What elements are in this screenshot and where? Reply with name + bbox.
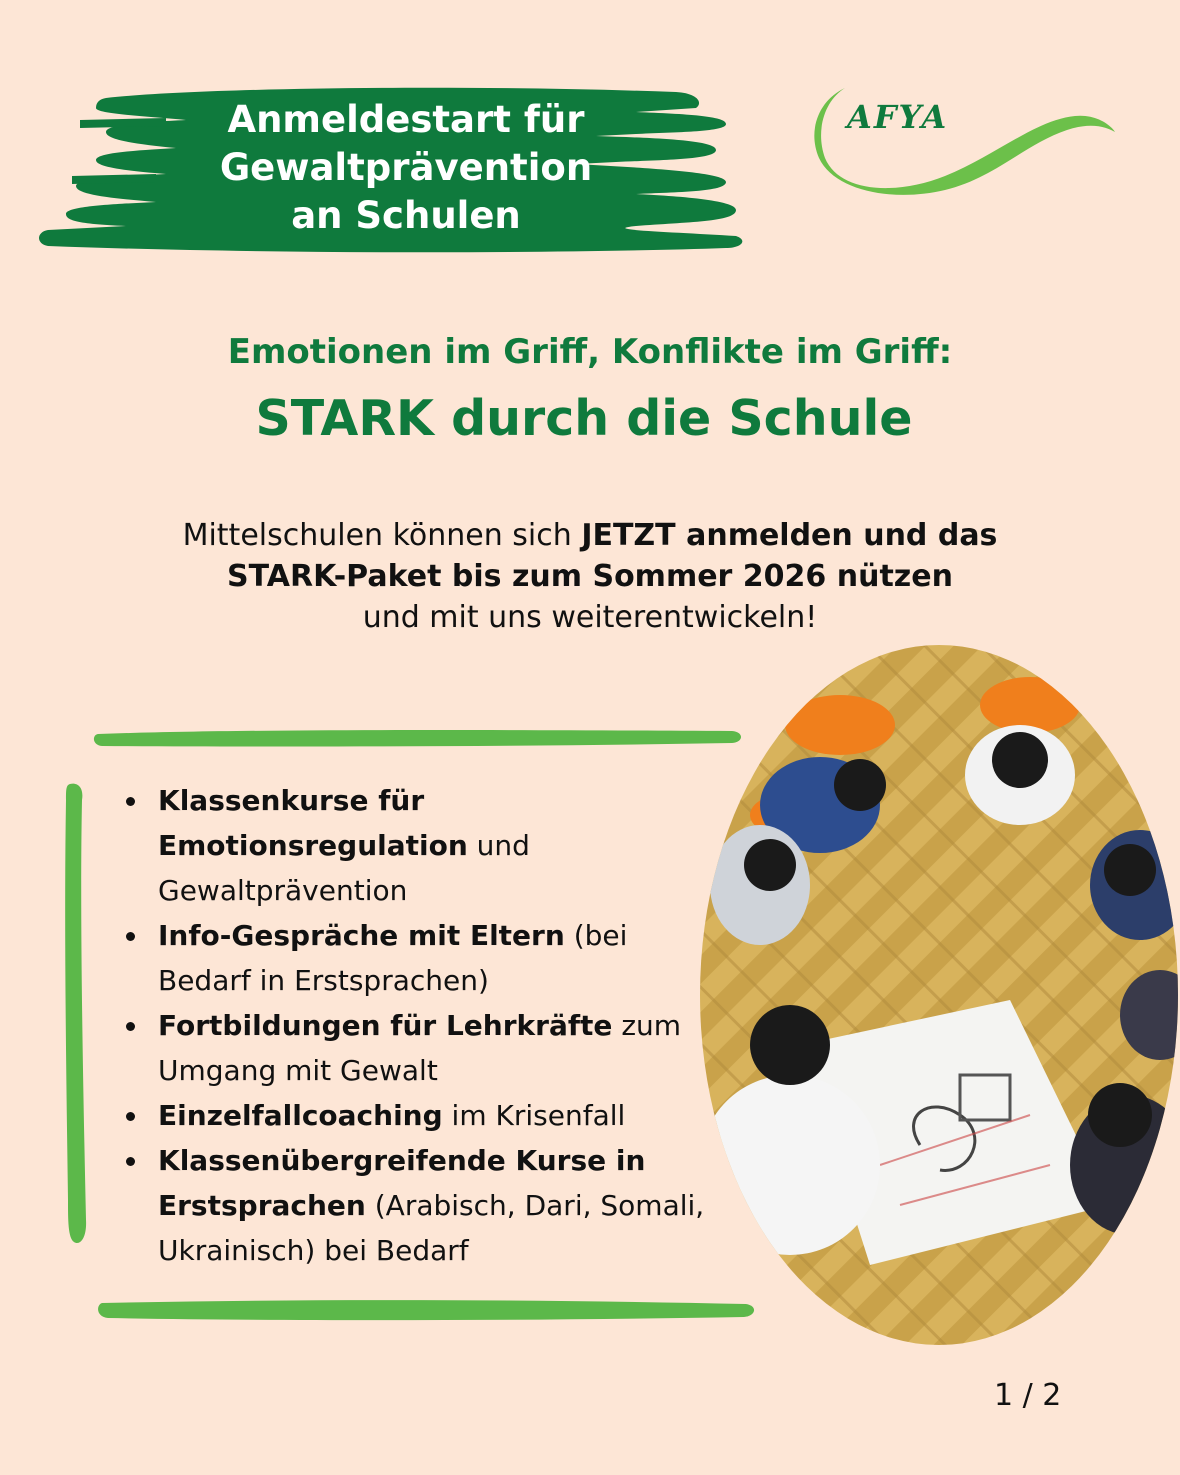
intro-bold-2: STARK-Paket bis zum Sommer 2026 nützen bbox=[227, 559, 953, 594]
intro-text bbox=[40, 515, 1140, 638]
list-item-bold: Info-Gespräche mit Eltern bbox=[158, 919, 565, 952]
logo-text: AFYA bbox=[847, 98, 949, 136]
banner-title bbox=[156, 96, 656, 240]
list-item-text: im Krisenfall bbox=[442, 1099, 626, 1132]
intro-part-2: und mit uns weiterentwickeln! bbox=[362, 600, 818, 635]
list-item bbox=[120, 1138, 710, 1273]
list-item-text: zum Umgang mit Gewalt bbox=[158, 1009, 682, 1087]
banner-line-3: an Schulen bbox=[291, 194, 521, 237]
list-item bbox=[120, 778, 710, 913]
list-item-text: (Arabisch, Dari, Somali, Ukrainisch) bei Bedarf bbox=[158, 1189, 705, 1267]
banner-line-1: Anmeldestart für bbox=[227, 98, 585, 141]
list-item-text: und Gewaltprävention bbox=[158, 829, 530, 907]
page-number: 1 / 2 bbox=[994, 1378, 1062, 1413]
side-vertical-stroke bbox=[60, 780, 92, 1250]
intro-part-1: Mittelschulen können sich bbox=[182, 518, 582, 553]
intro-bold-1: JETZT anmelden und das bbox=[581, 518, 998, 553]
list-item-bold: Klassenkurse für Emotionsregulation bbox=[158, 784, 468, 862]
bottom-divider-stroke bbox=[96, 1296, 758, 1324]
workshop-photo bbox=[700, 645, 1178, 1345]
list-item-bold: Einzelfallcoaching bbox=[158, 1099, 443, 1132]
list-item bbox=[120, 1003, 710, 1093]
list-item-text: (bei Bedarf in Erstsprachen) bbox=[158, 919, 628, 997]
feature-list bbox=[120, 778, 710, 1273]
headline: STARK durch die Schule bbox=[255, 390, 913, 447]
list-item-bold: Klassenübergreifende Kurse in Erstsprachen bbox=[158, 1144, 646, 1222]
title-banner bbox=[36, 80, 756, 255]
list-item bbox=[120, 1093, 710, 1138]
list-item bbox=[120, 913, 710, 1003]
afya-logo bbox=[805, 80, 1120, 200]
list-item-bold: Fortbildungen für Lehrkräfte bbox=[158, 1009, 613, 1042]
top-divider-stroke bbox=[92, 725, 747, 751]
banner-line-2: Gewaltprävention bbox=[219, 146, 593, 189]
classroom-scene-image bbox=[700, 645, 1178, 1345]
subtitle: Emotionen im Griff, Konflikte im Griff: bbox=[227, 332, 953, 372]
